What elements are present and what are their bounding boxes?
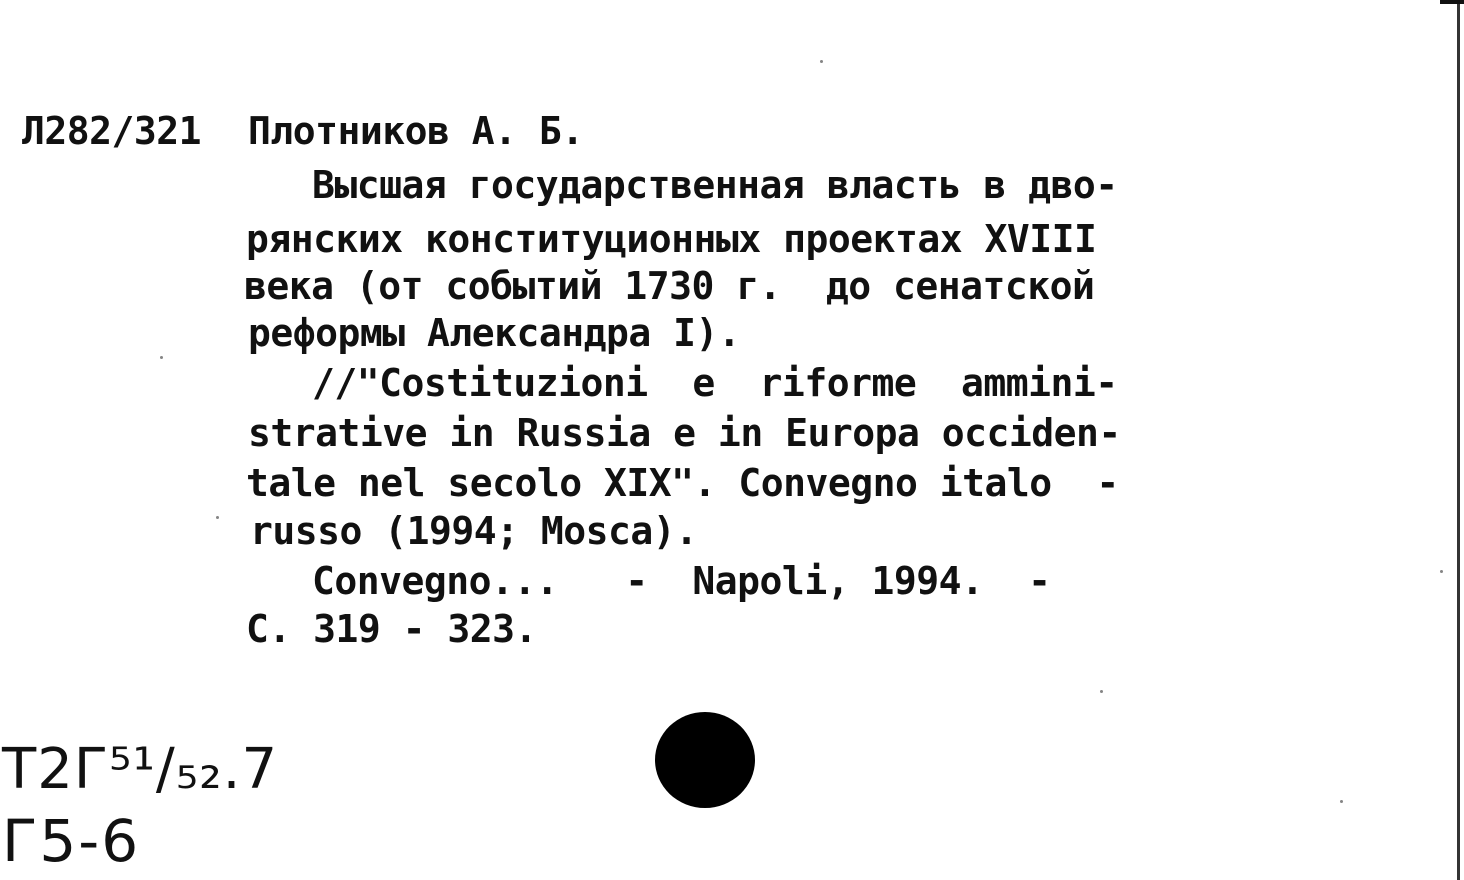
- call-number: Л282/321: [22, 109, 202, 153]
- title-line-1: Высшая государственная власть в дво-: [312, 163, 1118, 207]
- source-line-3: tale nel secolo XIX". Convegno italo -: [246, 461, 1119, 505]
- speck: [160, 356, 163, 359]
- card-top-edge: [1440, 0, 1464, 4]
- author: Плотников А. Б.: [248, 109, 584, 153]
- speck: [1100, 690, 1103, 693]
- punch-hole: [655, 712, 755, 808]
- imprint-line: Convegno... - Napoli, 1994. -: [312, 559, 1051, 603]
- handwritten-classification-1: Т2Г⁵¹/₅₂.7: [2, 737, 279, 802]
- source-line-2: strative in Russia e in Europa occiden-: [248, 411, 1121, 455]
- handwritten-classification-2: Г5-6: [2, 807, 141, 875]
- source-line-1: //"Costituzioni e riforme ammini-: [312, 361, 1118, 405]
- pages-line: С. 319 - 323.: [246, 607, 537, 651]
- title-line-2: рянских конституционных проектах XVIII: [246, 217, 1097, 261]
- speck: [216, 516, 219, 519]
- speck: [820, 60, 823, 63]
- title-line-3: века (от событий 1730 г. до сенатской: [244, 264, 1095, 308]
- source-line-4: russo (1994; Mosca).: [250, 509, 698, 553]
- title-line-4: реформы Александра I).: [248, 311, 741, 355]
- speck: [1340, 800, 1343, 803]
- card-right-edge: [1457, 0, 1460, 880]
- speck: [1440, 570, 1443, 573]
